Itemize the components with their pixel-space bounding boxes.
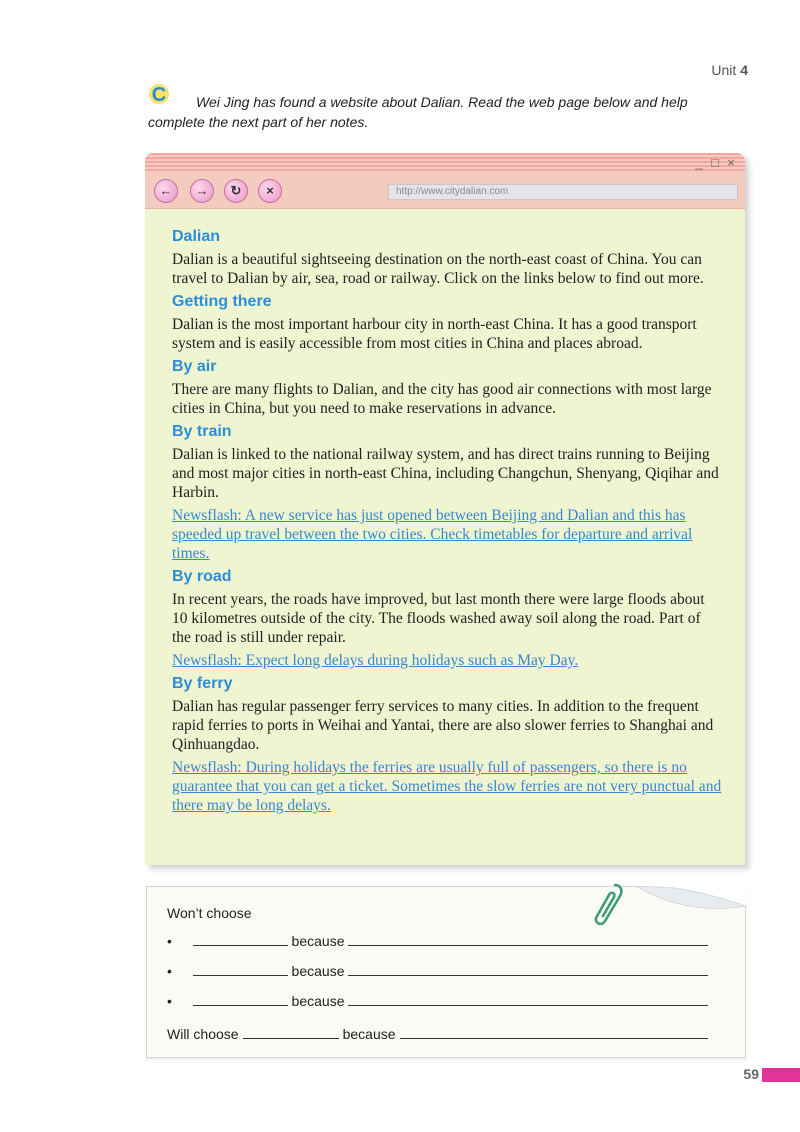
task-instruction-text: Wei Jing has found a website about Dalian. Read the web page below and help complete the next part of her notes. [148,94,688,130]
will-choose-row [167,1009,712,1042]
by-ferry-text: Dalian has regular passenger ferry services to many cities. In addition to the frequent rapid ferries to ports in Weihai and Yantai, there are also slower ferries to Shanghai and Qinhuangdao. [172,698,714,753]
will-choose-label: Will choose [167,1026,239,1042]
because-label-1: because [291,933,345,949]
by-ferry-heading: By ferry [172,675,233,692]
unit-number: 4 [740,62,748,78]
reason-blank-3[interactable] [348,1005,708,1006]
refresh-button[interactable]: ↻ [224,179,248,203]
by-road-text: In recent years, the roads have improved, but last month there were large floods about 10 kilometres outside of the city. The floods washed away soil along the road. Part of the road is still under repair. [172,591,705,646]
reason-blank-2[interactable] [348,975,708,976]
task-letter: C [151,84,167,106]
unit-label [711,62,748,78]
browser-toolbar [145,173,745,209]
by-air-heading: By air [172,358,217,375]
wont-choose-row-1 [167,919,712,949]
by-train-text: Dalian is linked to the national railway system, and has direct trains running to Beijing and most major cities in north-east China, including Changchun, Shenyang, Qiqihar and Harbin. [172,446,719,501]
back-button[interactable]: ← [154,179,178,203]
task-instruction [148,92,708,132]
wont-choose-row-3 [167,979,712,1009]
because-label-3: because [291,993,345,1009]
page-tab-decoration [762,1068,800,1082]
by-air-text: There are many flights to Dalian, and the city has good air connections with most large cities in China, but you need to make reservations in advance. [172,381,712,417]
reason-blank-1[interactable] [348,945,708,946]
bullet-2: • [167,963,172,979]
url-input[interactable]: http://www.citydalian.com [388,184,738,200]
transport-blank-3[interactable] [193,1005,288,1006]
close-window-icon[interactable]: × [727,155,735,170]
intro-text: Dalian is a beautiful sightseeing destination on the north-east coast of China. You can travel to Dalian by air, sea, road or railway. Click on the links below to find out more. [172,251,704,287]
forward-button[interactable]: → [190,179,214,203]
page-number: 59 [743,1066,759,1082]
notes-heading-row [167,905,712,919]
bullet-3: • [167,993,172,1009]
will-choose-blank[interactable] [243,1038,339,1039]
by-ferry-newsflash-link[interactable]: Newsflash: During holidays the ferries are usually full of passengers, so there is no guarantee that you can get a ticket. Sometimes the slow ferries are not very punctual and there may be long delays. [172,759,722,814]
getting-there-heading: Getting there [172,293,272,310]
transport-blank-1[interactable] [193,945,288,946]
browser-titlebar [145,153,745,173]
by-train-heading: By train [172,423,232,440]
browser-window [145,153,745,865]
page-title: Dalian [172,228,221,245]
by-road-heading: By road [172,568,232,585]
because-label-2: because [291,963,345,979]
wont-choose-row-2 [167,949,712,979]
bullet-1: • [167,933,172,949]
minimize-icon[interactable]: _ [695,155,703,170]
window-controls [693,155,737,170]
maximize-icon[interactable]: □ [711,155,719,170]
transport-blank-2[interactable] [193,975,288,976]
wont-choose-heading: Won’t choose [167,905,252,921]
by-road-newsflash-link[interactable]: Newsflash: Expect long delays during holidays such as May Day. [172,652,579,669]
will-choose-reason-blank[interactable] [400,1038,708,1039]
notes-card [146,886,746,1058]
notes-body [167,905,712,1042]
because-label-4: because [342,1026,396,1042]
stop-button[interactable]: × [258,179,282,203]
getting-there-text: Dalian is the most important harbour city in north-east China. It has a good transport system and is easily accessible from most cities in China and places abroad. [172,316,697,352]
web-page-content [145,209,745,815]
by-train-newsflash-link[interactable]: Newsflash: A new service has just opened between Beijing and Dalian and this has speeded up travel between the two cities. Check timetables for departure and arrival times. [172,507,693,562]
unit-word: Unit [711,62,737,78]
